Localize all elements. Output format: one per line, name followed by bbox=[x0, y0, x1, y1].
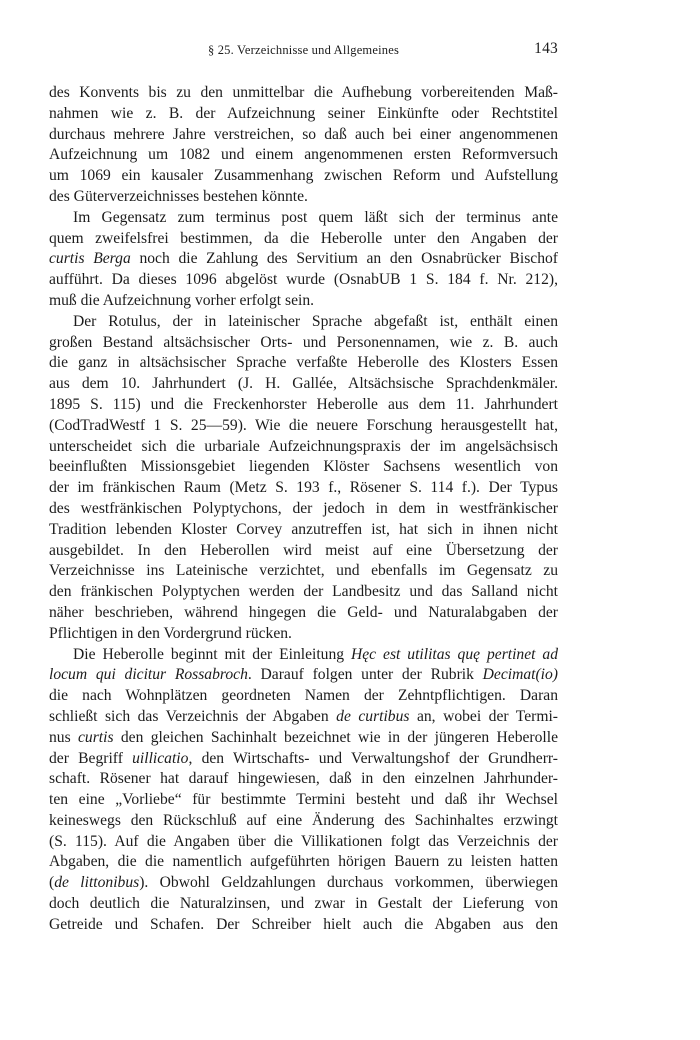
text-line bbox=[49, 624, 558, 645]
italic-term: de curtibus bbox=[336, 707, 410, 725]
text-line bbox=[49, 769, 558, 790]
text-line bbox=[49, 249, 558, 270]
text-segment: Abgaben, die die namentlich aufgeführten hörigen Bauern zu leisten hatten bbox=[49, 853, 558, 871]
text-line bbox=[49, 125, 558, 146]
text-line bbox=[49, 811, 558, 832]
text-segment: Im Gegensatz zum terminus post quem läßt sich der terminus ante bbox=[73, 208, 558, 226]
text-segment: ). Obwohl Geldzahlungen durchaus vorkommen, überwiegen bbox=[139, 874, 558, 892]
italic-term: curtis Berga bbox=[49, 250, 131, 268]
text-line bbox=[49, 166, 558, 187]
text-line bbox=[49, 561, 558, 582]
text-segment: näher beschrieben, während hingegen die Geld- und Naturalabgaben der bbox=[49, 603, 558, 621]
italic-term: de littonibus bbox=[54, 874, 140, 892]
book-page bbox=[49, 40, 558, 936]
text-segment: des Güterverzeichnisses bestehen könnte. bbox=[49, 187, 308, 205]
text-line bbox=[49, 728, 558, 749]
text-line bbox=[49, 707, 558, 728]
text-line bbox=[49, 353, 558, 374]
text-segment: schließt sich das Verzeichnis der Abgaben bbox=[49, 707, 337, 725]
text-line bbox=[49, 832, 558, 853]
text-segment: . Darauf folgen unter der Rubrik bbox=[247, 666, 483, 684]
text-segment: der Begriff bbox=[49, 749, 133, 767]
text-segment: um 1069 ein kausaler Zusammenhang zwischen Reform und Aufstellung bbox=[49, 167, 558, 185]
text-segment: noch die Zahlung des Servitium an den Osnabrücker Bischof bbox=[130, 250, 558, 268]
section-title: § 25. Verzeichnisse und Allgemeines bbox=[207, 43, 400, 57]
text-segment: Verzeichnisse ins Lateinische verzichtet, und ebenfalls im Gegensatz zu bbox=[49, 562, 558, 580]
page-number: 143 bbox=[534, 40, 558, 57]
text-line bbox=[49, 416, 558, 437]
body-text bbox=[49, 83, 558, 936]
text-segment: Der Rotulus, der in lateinischer Sprache abgefaßt ist, enthält einen bbox=[73, 312, 558, 330]
text-line bbox=[49, 665, 558, 686]
text-line bbox=[49, 104, 558, 125]
text-segment: des westfränkischen Polyptychons, der jedoch in dem in westfränkischer bbox=[49, 499, 558, 517]
text-segment: des Konvents bis zu den unmittelbar die Aufhebung vorbereitenden Maß- bbox=[49, 84, 558, 101]
text-segment: beeinflußten Missionsgebiet liegenden Klöster Sachsens wesentlich von bbox=[49, 458, 558, 476]
text-segment: Pflichtigen in den Vordergrund rücken. bbox=[49, 624, 292, 642]
text-segment: muß die Aufzeichnung vorher erfolgt sein. bbox=[49, 291, 315, 309]
text-segment: ( bbox=[49, 874, 55, 892]
text-segment: quem zweifelsfrei bestimmen, da die Heberolle unter den Angaben der bbox=[49, 229, 558, 247]
text-segment: durchaus mehrere Jahre verstreichen, so daß auch bei einer angenommenen bbox=[49, 125, 558, 143]
text-line bbox=[49, 312, 558, 333]
text-segment: 1895 S. 115) und die Freckenhorster Heberolle aus dem 11. Jahrhundert bbox=[49, 395, 558, 413]
text-segment: den gleichen Sachinhalt bezeichnet wie in der jüngeren Heberolle bbox=[113, 728, 558, 746]
text-line bbox=[49, 582, 558, 603]
text-line bbox=[49, 374, 558, 395]
text-line bbox=[49, 187, 558, 208]
text-line bbox=[49, 208, 558, 229]
text-line bbox=[49, 852, 558, 873]
text-line bbox=[49, 437, 558, 458]
text-line bbox=[49, 749, 558, 770]
text-line bbox=[49, 603, 558, 624]
text-segment: Tradition lebenden Kloster Corvey anzutreffen ist, hat sich in ihnen nicht bbox=[49, 520, 558, 538]
text-line bbox=[49, 915, 558, 936]
text-segment: doch deutlich die Naturalzinsen, und zwar in Gestalt der Lieferung von bbox=[49, 895, 558, 913]
text-line bbox=[49, 499, 558, 520]
text-line bbox=[49, 645, 558, 666]
text-line bbox=[49, 873, 558, 894]
text-segment: die nach Wohnplätzen geordneten Namen der Zehntpflichtigen. Daran bbox=[49, 687, 558, 705]
text-segment: Die Heberolle beginnt mit der Einleitung bbox=[73, 645, 351, 663]
italic-term: Hęc est utilitas quę pertinet ad bbox=[351, 645, 558, 663]
text-segment: (S. 115). Auf die Angaben über die Villikationen folgt das Verzeichnis der bbox=[49, 832, 558, 850]
text-segment: nus bbox=[49, 728, 79, 746]
text-line bbox=[49, 145, 558, 166]
text-line bbox=[49, 270, 558, 291]
text-segment: aufführt. Da dieses 1096 abgelöst wurde (OsnabUB 1 S. 184 f. Nr. 212), bbox=[49, 271, 558, 289]
italic-term: locum qui dicitur Rossabroch bbox=[49, 666, 248, 684]
text-segment: den fränkischen Polyptychen werden der Landbesitz und das Salland nicht bbox=[49, 583, 558, 601]
text-segment: die ganz in altsächsischer Sprache verfaßte Heberolle des Klosters Essen bbox=[49, 354, 558, 372]
italic-term: uillicatio bbox=[132, 749, 189, 767]
text-line bbox=[49, 229, 558, 250]
text-line bbox=[49, 395, 558, 416]
text-line bbox=[49, 520, 558, 541]
text-segment: ausgebildet. In den Heberollen wird meist auf eine Übersetzung der bbox=[49, 541, 558, 559]
text-line bbox=[49, 457, 558, 478]
text-line bbox=[49, 333, 558, 354]
text-line bbox=[49, 686, 558, 707]
text-line bbox=[49, 291, 558, 312]
running-head bbox=[49, 40, 558, 66]
text-segment: unterscheidet sich die urbariale Aufzeichnungspraxis der im angelsächsisch bbox=[49, 437, 558, 455]
text-line bbox=[49, 541, 558, 562]
text-segment: nahmen wie z. B. der Aufzeichnung seiner Einkünfte oder Rechtstitel bbox=[49, 104, 558, 122]
text-line bbox=[49, 790, 558, 811]
italic-term: curtis bbox=[78, 728, 114, 746]
italic-term: Decimat(io) bbox=[482, 666, 558, 684]
text-segment: an, wobei der Termi- bbox=[409, 707, 558, 725]
text-segment: ten eine „Vorliebe“ für bestimmte Termini besteht und daß ihr Wechsel bbox=[49, 791, 558, 809]
text-segment: aus dem 10. Jahrhundert (J. H. Gallée, Altsächsische Sprachdenkmäler. bbox=[49, 375, 558, 393]
text-segment: , den Wirtschafts- und Verwaltungshof der Grundherr- bbox=[188, 749, 558, 767]
text-segment: Getreide und Schafen. Der Schreiber hielt auch die Abgaben aus den bbox=[49, 915, 558, 933]
text-segment: großen Bestand altsächsischer Orts- und Personennamen, wie z. B. auch bbox=[49, 333, 558, 351]
text-segment: schaft. Rösener hat darauf hingewiesen, daß in den einzelnen Jahrhunder- bbox=[49, 770, 558, 788]
text-line bbox=[49, 478, 558, 499]
text-segment: der im fränkischen Raum (Metz S. 193 f., Rösener S. 114 f.). Der Typus bbox=[49, 479, 558, 497]
text-segment: Aufzeichnung um 1082 und einem angenommenen ersten Reformversuch bbox=[49, 146, 558, 164]
text-line bbox=[49, 83, 558, 104]
text-segment: (CodTradWestf 1 S. 25—59). Wie die neuere Forschung herausgestellt hat, bbox=[49, 416, 558, 434]
text-segment: keineswegs den Rückschluß auf eine Änderung des Sachinhaltes erzwingt bbox=[49, 811, 558, 829]
text-line bbox=[49, 894, 558, 915]
